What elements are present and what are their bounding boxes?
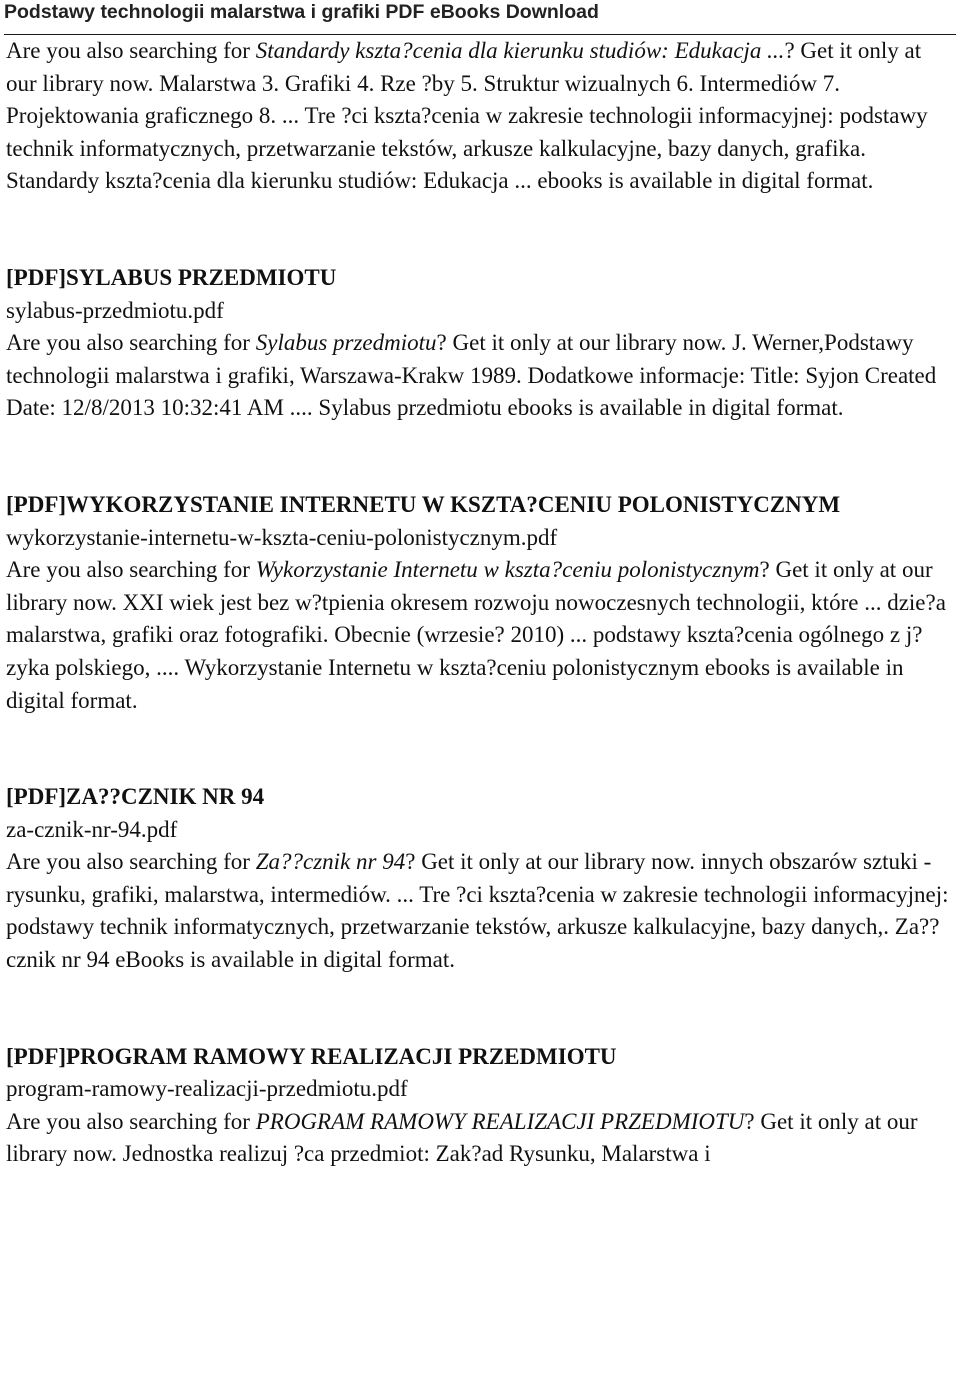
description-prefix: Are you also searching for bbox=[6, 849, 256, 875]
search-query: Sylabus przedmiotu bbox=[255, 330, 437, 356]
search-query: PROGRAM RAMOWY REALIZACJI PRZEDMIOTU bbox=[255, 1108, 745, 1134]
result-title[interactable]: [PDF]WYKORZYSTANIE INTERNETU W KSZTA?CENIU POLONISTYCZNYM bbox=[6, 491, 841, 517]
result-filename: wykorzystanie-internetu-w-kszta-ceniu-polonistycznym.pdf bbox=[6, 524, 558, 550]
result-title[interactable]: [PDF]SYLABUS PRZEDMIOTU bbox=[6, 264, 337, 290]
intro-paragraph bbox=[6, 35, 954, 198]
description-prefix: Are you also searching for bbox=[6, 557, 256, 583]
result-title[interactable]: [PDF]PROGRAM RAMOWY REALIZACJI PRZEDMIOTU bbox=[6, 1043, 617, 1069]
page-header bbox=[4, 0, 956, 35]
description-text: ? Get it only at our library now. J. Werner,Podstawy technologii malarstwa i grafiki, Warszawa-Krakw 1989. Dodatkowe informacje: Title: Syjon Created Date: 12/8/2013 10:32:41 AM .... Sylabus przedmiotu ebooks is available in digital format. bbox=[6, 330, 937, 421]
result-entry bbox=[6, 1041, 954, 1171]
result-filename: za-cznik-nr-94.pdf bbox=[6, 816, 178, 842]
result-filename: sylabus-przedmiotu.pdf bbox=[6, 297, 224, 323]
description-text: ? Get it only at our library now. XXI wiek jest bez w?tpienia okresem rozwoju nowoczesnych technologii, które ... dzie?a malarstwa, grafiki oraz fotografiki. Obecnie (wrzesie? 2010) ... podstawy kszta?cenia ogólnego z j?zyka polskiego, .... Wykorzystanie Internetu w kszta?ceniu polonistycznym ebooks is available in digital format. bbox=[6, 557, 946, 713]
page-title: Podstawy technologii malarstwa i grafiki PDF eBooks Download bbox=[4, 1, 599, 23]
description-prefix: Are you also searching for bbox=[6, 330, 256, 356]
result-description bbox=[6, 554, 954, 717]
search-query: Za??cznik nr 94 bbox=[255, 849, 406, 875]
result-description bbox=[6, 846, 954, 976]
search-query: Wykorzystanie Internetu w kszta?ceniu polonistycznym bbox=[255, 557, 760, 583]
intro-text: ? Get it only at our library now. Malarstwa 3. Grafiki 4. Rze ?by 5. Struktur wizualnych 6. Intermediów 7. Projektowania graficznego 8. ... Tre ?ci kszta?cenia w zakresie technologii informacyjnej: podstawy technik informatycznych, przetwarzanie tekstów, arkusze kalkulacyjne, bazy danych, grafika. Standardy kszta?cenia dla kierunku studiów: Edukacja ... ebooks is available in digital format. bbox=[6, 38, 928, 194]
intro-prefix: Are you also searching for bbox=[6, 38, 256, 63]
result-filename: program-ramowy-realizacji-przedmiotu.pdf bbox=[6, 1076, 408, 1102]
result-entry bbox=[6, 262, 954, 425]
document-body bbox=[0, 35, 960, 1171]
description-text: ? Get it only at our library now. Jednostka realizuj ?ca przedmiot: Zak?ad Rysunku, Malarstwa i bbox=[6, 1108, 918, 1167]
description-prefix: Are you also searching for bbox=[6, 1108, 256, 1134]
result-description bbox=[6, 327, 954, 425]
result-title[interactable]: [PDF]ZA??CZNIK NR 94 bbox=[6, 784, 265, 810]
result-description bbox=[6, 1106, 954, 1171]
description-text: ? Get it only at our library now. innych obszarów sztuki - rysunku, grafiki, malarstwa, intermediów. ... Tre ?ci kszta?cenia w zakresie technologii informacyjnej: podstawy technik informatycznych, przetwarzanie tekstów, arkusze kalkulacyjne, bazy danych,. Za??cznik nr 94 eBooks is available in digital format. bbox=[6, 849, 949, 973]
result-entry bbox=[6, 489, 954, 717]
intro-search-query: Standardy kszta?cenia dla kierunku studiów: Edukacja ... bbox=[255, 38, 785, 63]
result-entry bbox=[6, 781, 954, 977]
